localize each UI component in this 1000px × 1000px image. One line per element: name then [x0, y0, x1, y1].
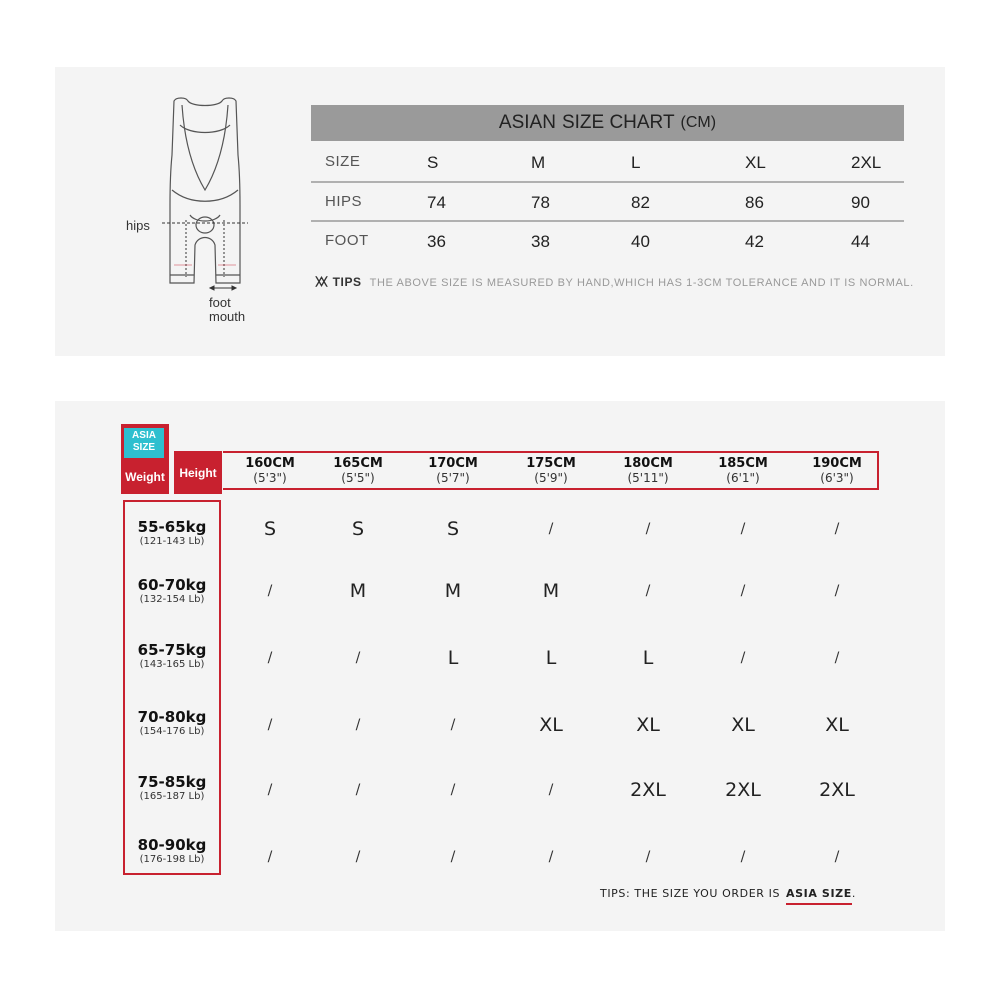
size-cell: / [548, 521, 554, 537]
size-cell: 2XL [630, 779, 666, 801]
weight-lb: (154-176 Lb) [139, 726, 205, 737]
size-cell: M [349, 580, 367, 602]
size-cell: L [545, 647, 557, 669]
weight-lb: (132-154 Lb) [139, 594, 205, 605]
table-cell: 42 [745, 232, 764, 251]
tips-text: THE ABOVE SIZE IS MEASURED BY HAND,WHICH HAS 1-3CM TOLERANCE AND IT IS NORMAL. [369, 277, 914, 289]
size-cell: / [548, 849, 554, 865]
tips-emphasis: ASIA SIZE [786, 887, 852, 905]
size-cell: 2XL [819, 779, 855, 801]
size-cell: / [834, 583, 840, 599]
measurement-tips [315, 273, 914, 294]
row-label-foot: FOOT [325, 232, 369, 249]
size-cell: / [834, 521, 840, 537]
table-cell: 40 [631, 232, 650, 251]
size-cell: 2XL [725, 779, 761, 801]
size-cell: / [267, 583, 273, 599]
height-row-label: Height [174, 451, 222, 494]
size-cell: / [645, 521, 651, 537]
height-col [506, 456, 596, 485]
weight-lb: (165-187 Lb) [139, 791, 205, 802]
weight-row-label [123, 641, 221, 670]
table-cell: 82 [631, 193, 650, 212]
weight-row-label [123, 773, 221, 802]
height-cm: 185CM [718, 456, 768, 471]
size-cell: / [740, 849, 746, 865]
tips-suffix: . [851, 887, 856, 900]
height-cm: 190CM [812, 456, 862, 471]
foot-label: foot [209, 295, 231, 310]
height-ft: (5'5") [341, 471, 375, 485]
header-xl: XL [745, 153, 766, 172]
weight-kg: 65-75kg [137, 641, 207, 659]
hips-label: hips [126, 218, 150, 233]
table-cell: 74 [427, 193, 446, 212]
size-cell: S [263, 518, 277, 540]
weight-row-label [123, 836, 221, 865]
size-cell: XL [825, 714, 849, 736]
foot-row [311, 222, 904, 260]
header-2xl: 2XL [851, 153, 882, 172]
size-cell: L [447, 647, 459, 669]
weight-kg: 60-70kg [137, 576, 207, 594]
size-cell: / [267, 717, 273, 733]
size-cell: XL [539, 714, 563, 736]
size-cell: / [740, 650, 746, 666]
header-s: S [427, 153, 439, 172]
height-cm: 180CM [623, 456, 673, 471]
table-cell: 78 [531, 193, 550, 212]
height-col [792, 456, 882, 485]
size-cell: / [267, 650, 273, 666]
title-asian: ASIAN [498, 112, 556, 133]
height-ft: (6'1") [726, 471, 760, 485]
size-cell: / [355, 782, 361, 798]
height-cm: 170CM [428, 456, 478, 471]
weight-kg: 70-80kg [137, 708, 207, 726]
size-cell: / [450, 782, 456, 798]
size-cell: / [645, 849, 651, 865]
size-cell: / [355, 717, 361, 733]
weight-kg: 80-90kg [137, 836, 207, 854]
height-col [698, 456, 788, 485]
header-size: SIZE [325, 153, 361, 170]
weight-kg: 55-65kg [137, 518, 207, 536]
header-m: M [531, 153, 546, 172]
size-cell: / [740, 521, 746, 537]
height-col [408, 456, 498, 485]
size-cell: S [446, 518, 460, 540]
size-chart-title [311, 105, 904, 141]
height-ft: (5'9") [534, 471, 568, 485]
asia-size-badge [124, 428, 164, 458]
size-cell: M [444, 580, 462, 602]
weight-column-frame [123, 500, 221, 875]
size-cell: / [834, 849, 840, 865]
table-cell: 36 [427, 232, 446, 251]
table-cell: 86 [745, 193, 764, 212]
height-ft: (6'3") [820, 471, 854, 485]
height-ft: (5'11") [627, 471, 669, 485]
weight-lb: (176-198 Lb) [139, 854, 205, 865]
size-cell: / [267, 849, 273, 865]
size-cell: M [542, 580, 560, 602]
mouth-label: mouth [209, 309, 246, 324]
height-cm: 160CM [245, 456, 295, 471]
size-cell: / [355, 849, 361, 865]
weight-row-label [123, 576, 221, 605]
height-col [603, 456, 693, 485]
size-cell: S [351, 518, 365, 540]
height-col [313, 456, 403, 485]
height-cm: 165CM [333, 456, 383, 471]
tips-prefix: TIPS: THE SIZE YOU ORDER IS [600, 887, 781, 900]
size-cell: / [267, 782, 273, 798]
height-ft: (5'3") [253, 471, 287, 485]
size-cell: / [740, 583, 746, 599]
size-cell: L [642, 647, 654, 669]
height-col [225, 456, 315, 485]
title-size-chart: SIZE CHART [561, 112, 675, 133]
size-cell: / [450, 717, 456, 733]
table-cell: 44 [851, 232, 870, 251]
tips-label-text: TIPS [332, 275, 362, 289]
height-cm: 175CM [526, 456, 576, 471]
order-tips [600, 887, 856, 900]
weight-row-label [123, 518, 221, 547]
header-l: L [631, 153, 641, 172]
tips-label [315, 275, 362, 289]
share-icon: ⯵ [315, 275, 329, 289]
size-cell: / [645, 583, 651, 599]
asia-text: ASIA [132, 430, 156, 441]
size-cell: / [548, 782, 554, 798]
size-header-row [311, 143, 904, 181]
size-cell: XL [636, 714, 660, 736]
row-label-hips: HIPS [325, 193, 363, 210]
weight-column-label: Weight [125, 470, 165, 484]
table-cell: 90 [851, 193, 870, 212]
title-unit: (CM) [680, 114, 717, 131]
size-cell: / [355, 650, 361, 666]
size-text: SIZE [132, 442, 156, 453]
size-cell: / [450, 849, 456, 865]
size-cell: XL [731, 714, 755, 736]
weight-lb: (143-165 Lb) [139, 659, 205, 670]
table-cell: 38 [531, 232, 550, 251]
bib-shorts-illustration [160, 95, 250, 305]
weight-lb: (121-143 Lb) [139, 536, 205, 547]
weight-kg: 75-85kg [137, 773, 207, 791]
height-ft: (5'7") [436, 471, 470, 485]
weight-row-label [123, 708, 221, 737]
size-cell: / [834, 650, 840, 666]
hips-row [311, 183, 904, 221]
